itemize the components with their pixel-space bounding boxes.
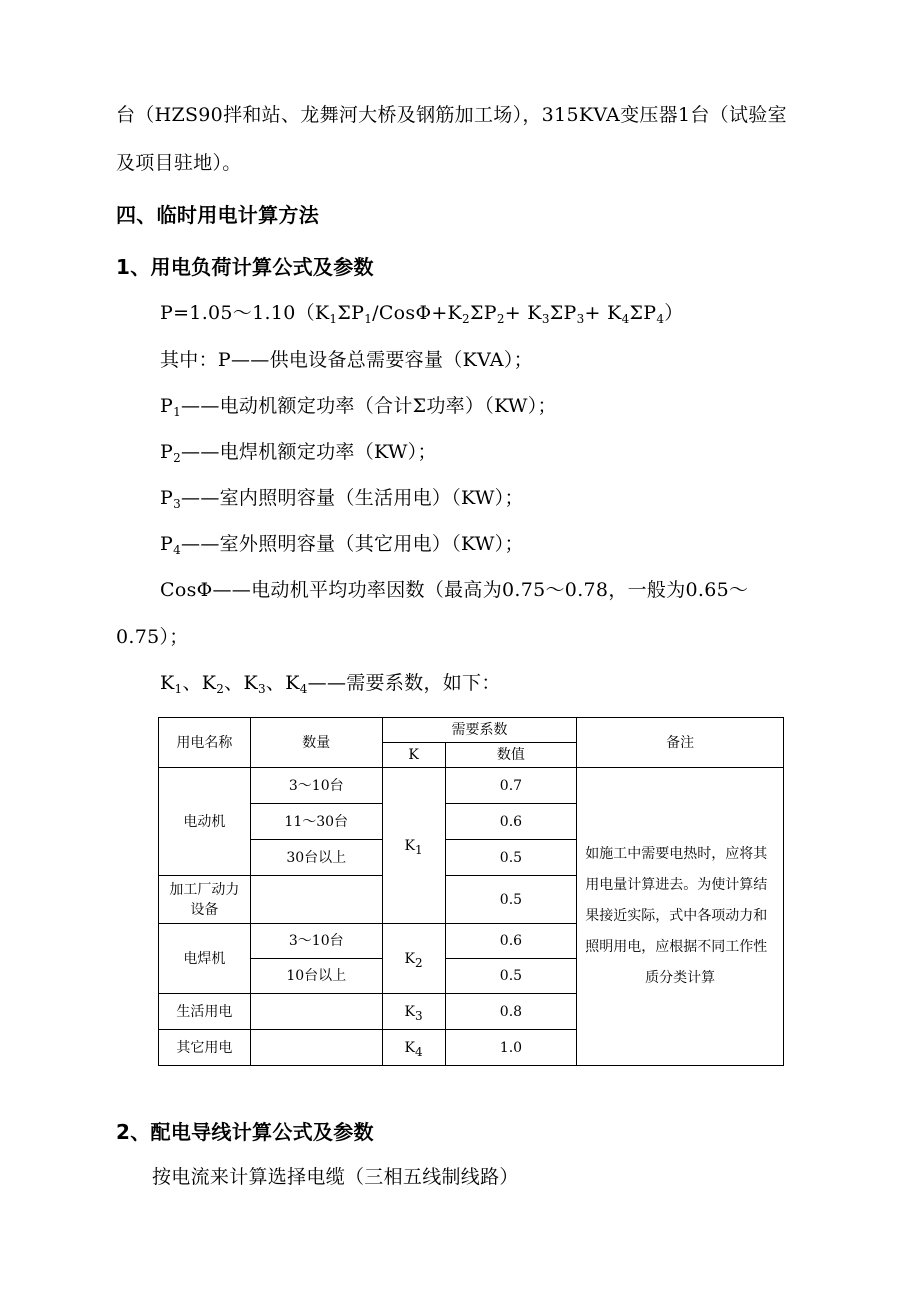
section-heading: 四、临时用电计算方法	[116, 203, 319, 227]
subsection-heading-2: 2、配电导线计算公式及参数	[116, 1120, 374, 1144]
header-note: 备注	[577, 718, 784, 768]
intro-line-2: 及项目驻地）。	[116, 152, 242, 174]
cell-factory-quantity	[250, 876, 382, 924]
header-coefficient: 需要系数	[382, 718, 577, 743]
load-formula: $P=1.05\sim 1.10(K_1\Sigma P_1/Cos\Phi+K_2\Sigma P_2+ K_3\Sigma P_3+ K_4\Sigma P_4)$	[160, 302, 684, 326]
cell-k3: $K_3$	[382, 994, 445, 1030]
cell-k2: $K_2$	[382, 924, 445, 994]
subsection-heading-1: 1、用电负荷计算公式及参数	[116, 255, 374, 279]
header-value: 数值	[445, 743, 577, 768]
header-quantity: 数量	[250, 718, 382, 768]
cell-welder-v1: 0.6	[445, 924, 577, 959]
cell-motor-q1: 3～10台	[250, 768, 382, 804]
cell-factory: 加工厂动力设备	[159, 876, 251, 924]
cell-k4: $K_4$	[382, 1030, 445, 1066]
note-last: 质分类计算	[645, 970, 716, 986]
cell-other: 其它用电	[159, 1030, 251, 1066]
cell-motor-v3: 0.5	[445, 840, 577, 876]
cell-motor: 电动机	[159, 768, 251, 876]
cell-motor-v2: 0.6	[445, 804, 577, 840]
header-k: K	[382, 743, 445, 768]
demand-coefficient-table	[158, 717, 784, 1066]
definition-p4: $P_4——$室外照明容量（其它用电）（KW）；	[160, 533, 524, 557]
coefficient-intro: $K_1$、$K_2$、$K_3$、$K_4——$需要系数，如下：	[160, 672, 501, 696]
cell-welder-q2: 10台以上	[250, 959, 382, 994]
cell-welder-v2: 0.5	[445, 959, 577, 994]
header-name: 用电名称	[159, 718, 251, 768]
cell-life-v: 0.8	[445, 994, 577, 1030]
definition-p: 其中：P——供电设备总需要容量（KVA）；	[160, 349, 533, 371]
table-header-row	[159, 718, 784, 743]
cell-motor-q2: 11～30台	[250, 804, 382, 840]
definition-cos-line-2: 0.75）；	[116, 626, 189, 648]
cell-welder: 电焊机	[159, 924, 251, 994]
definition-p2: $P_2——$电焊机额定功率（KW）；	[160, 441, 437, 465]
cell-other-v: 1.0	[445, 1030, 577, 1066]
cell-motor-q3: 30台以上	[250, 840, 382, 876]
cell-factory-v: 0.5	[445, 876, 577, 924]
cell-welder-q1: 3～10台	[250, 924, 382, 959]
definition-cos-line-1: CosΦ——电动机平均功率因数（最高为0.75～0.78，一般为0.65～	[160, 579, 749, 601]
cell-life: 生活用电	[159, 994, 251, 1030]
table-row	[159, 768, 784, 804]
intro-line-1: 台（HZS90拌和站、龙舞河大桥及钢筋加工场），315KVA变压器1台（试验室	[116, 104, 787, 126]
cell-life-quantity	[250, 994, 382, 1030]
cell-note	[577, 768, 784, 1066]
cell-k1: $K_1$	[382, 768, 445, 924]
definition-p1: $P_1——$电动机额定功率（合计Σ功率）（KW）；	[160, 395, 557, 419]
cell-other-quantity	[250, 1030, 382, 1066]
definition-p3: $P_3——$室内照明容量（生活用电）（KW）；	[160, 487, 524, 511]
note-text: 如施工中需要电热时，应将其用电量计算进去。为使计算结果接近实际，式中各项动力和照明用电，应根据不同工作性	[585, 846, 768, 955]
cable-selection-text: 按电流来计算选择电缆（三相五线制线路）	[152, 1166, 519, 1188]
cell-motor-v1: 0.7	[445, 768, 577, 804]
